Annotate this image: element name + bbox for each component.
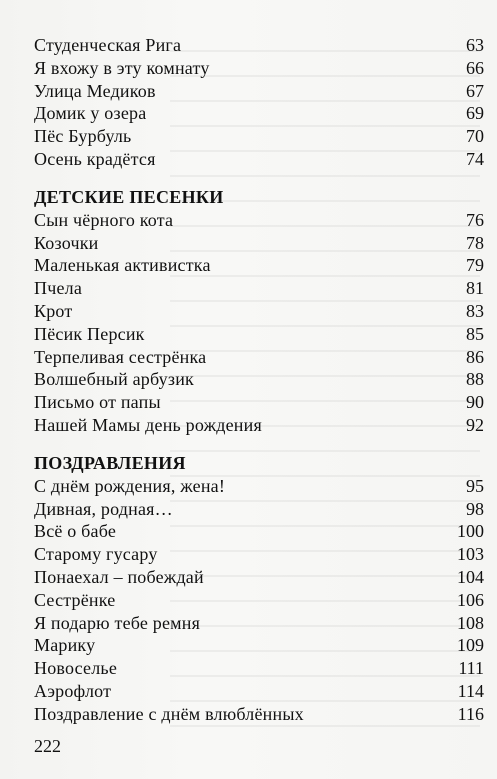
entry-title: Старому гусару	[34, 544, 158, 565]
section-heading: ДЕТСКИЕ ПЕСЕНКИ	[34, 186, 224, 207]
toc-section	[34, 185, 484, 437]
entry-page: 63	[466, 35, 484, 55]
entry-page: 74	[466, 148, 484, 169]
toc-entry	[34, 102, 484, 125]
toc-entry	[34, 209, 484, 232]
entry-title: Пёс Бурбуль	[34, 126, 132, 147]
entry-title: Пчела	[34, 278, 83, 299]
toc-entry	[34, 703, 484, 726]
entry-page: 66	[466, 57, 484, 78]
entry-page: 95	[466, 475, 484, 496]
toc-entry	[34, 125, 484, 148]
entry-title: Всё о бабе	[34, 521, 117, 542]
entry-page: 78	[466, 232, 484, 253]
entry-page: 79	[466, 255, 484, 276]
entry-page: 109	[457, 635, 484, 656]
entry-title: Аэрофлот	[34, 680, 112, 701]
toc-entry	[34, 475, 484, 498]
entry-page: 103	[457, 544, 484, 565]
entry-title: Сестрёнке	[34, 589, 116, 610]
section-gap	[34, 171, 484, 185]
toc-entry	[34, 680, 484, 703]
entry-page: 106	[457, 589, 484, 610]
entry-title: Марику	[34, 635, 96, 656]
entry-title: Козочки	[34, 232, 99, 253]
entry-page: 81	[466, 278, 484, 299]
entry-page: 111	[458, 658, 484, 679]
toc-section	[34, 451, 484, 726]
toc-entry	[34, 368, 484, 391]
toc-entry	[34, 323, 484, 346]
entry-page: 108	[457, 612, 484, 633]
entry-title: Дивная, родная…	[34, 498, 173, 519]
toc-entry	[34, 657, 484, 680]
entry-title: Крот	[34, 300, 73, 321]
entry-title: Я вхожу в эту комнату	[34, 57, 210, 78]
entry-title: Волшебный арбузик	[34, 369, 194, 390]
entry-page: 104	[457, 566, 484, 587]
entry-page: 98	[466, 498, 484, 519]
entry-title: Терпеливая сестрёнка	[34, 346, 207, 367]
toc-entry	[34, 148, 484, 171]
toc-entry	[34, 277, 484, 300]
entry-title: Сын чёрного кота	[34, 209, 174, 230]
entry-title: Улица Медиков	[34, 80, 156, 101]
toc-entry	[34, 300, 484, 323]
toc-section	[34, 34, 484, 171]
entry-title: Осень крадётся	[34, 148, 156, 169]
toc-entry	[34, 589, 484, 612]
entry-page: 83	[466, 300, 484, 321]
entry-page: 114	[457, 680, 484, 701]
entry-page: 92	[466, 414, 484, 435]
toc-entry	[34, 543, 484, 566]
toc-entry	[34, 346, 484, 369]
page-number: 222	[34, 736, 61, 756]
entry-title: Поздравление с днём влюблённых	[34, 703, 304, 724]
toc-entry	[34, 80, 484, 103]
toc-entry	[34, 232, 484, 255]
table-of-contents	[34, 34, 484, 726]
entry-page: 100	[457, 521, 484, 542]
toc-entry	[34, 57, 484, 80]
entry-title: Понаехал – побеждай	[34, 566, 204, 587]
entry-page: 67	[466, 80, 484, 101]
entry-page: 88	[466, 369, 484, 390]
toc-entry	[34, 498, 484, 521]
entry-page: 86	[466, 346, 484, 367]
toc-entry	[34, 414, 484, 437]
entry-title: Письмо от папы	[34, 392, 161, 413]
entry-title: Нашей Мамы день рождения	[34, 414, 262, 435]
toc-entry	[34, 566, 484, 589]
entry-page: 70	[466, 126, 484, 147]
entry-title: Маленькая активистка	[34, 255, 211, 276]
entry-page: 69	[466, 103, 484, 124]
toc-entry	[34, 254, 484, 277]
entry-page: 116	[457, 703, 484, 724]
entry-title: Новоселье	[34, 658, 118, 679]
entry-title: С днём рождения, жена!	[34, 475, 226, 496]
toc-entry	[34, 520, 484, 543]
entry-title: Я подарю тебе ремня	[34, 612, 201, 633]
section-heading: ПОЗДРАВЛЕНИЯ	[34, 452, 186, 473]
section-gap	[34, 437, 484, 451]
toc-entry	[34, 612, 484, 635]
toc-entry	[34, 391, 484, 414]
toc-entry	[34, 34, 484, 57]
entry-page: 76	[466, 209, 484, 230]
toc-entry	[34, 634, 484, 657]
entry-page: 90	[466, 392, 484, 413]
entry-page: 85	[466, 323, 484, 344]
entry-title: Домик у озера	[34, 103, 147, 124]
entry-title: Студенческая Рига	[34, 35, 182, 55]
entry-title: Пёсик Персик	[34, 323, 145, 344]
